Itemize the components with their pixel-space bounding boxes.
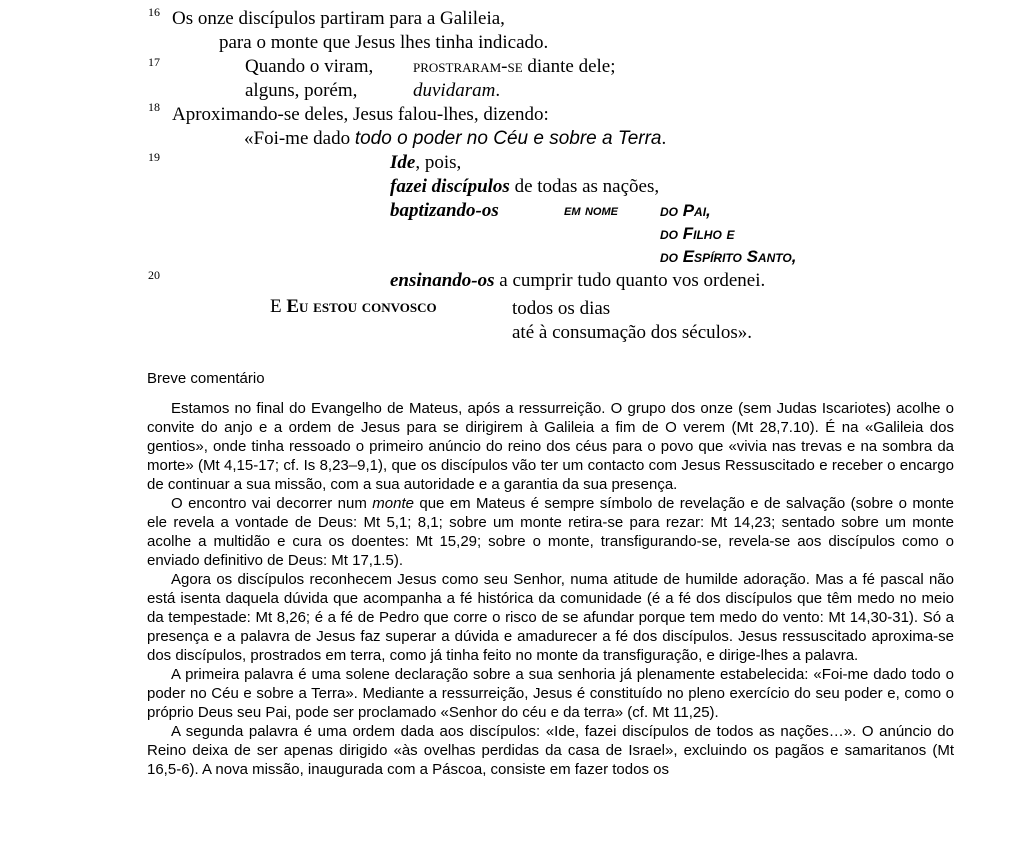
verse-number-20: 20 xyxy=(148,268,160,282)
verse-17-alguns: alguns, porém, xyxy=(245,80,358,101)
commentary-paragraph-5: A segunda palavra é uma ordem dada aos discípulos: «Ide, fazei discípulos de todos as nações…». O anúncio do Reino deixa de ser apenas dirigido «às ovelhas perdidas da casa de Israel», excluindo os pagãos e samaritanos (Mt 16,5-6). A nova missão, inaugurada com a Páscoa, consiste em fazer todos os xyxy=(147,723,954,778)
verse-19-fazei xyxy=(390,176,659,198)
verse-19-do-filho: do Filho e xyxy=(660,224,735,243)
prostraram-smallcaps: prostraram-se xyxy=(413,56,523,77)
ide-bold: Ide xyxy=(390,152,416,173)
commentary-paragraph-4: A primeira palavra é uma solene declaração sobre a sua senhoria já plenamente estabelecida: «Foi-me dado todo o poder no Céu e sobre a Terra». Mediante a ressurreição, Jesus é constituído no pleno exercício do seu poder e, como o próprio Deus seu Pai, pode ser proclamado «Senhor do céu e da terra» (cf. Mt 11,25). xyxy=(147,666,954,721)
ide-rest: , pois, xyxy=(415,152,462,173)
verse-20-eu-estou-convosco xyxy=(270,296,437,318)
verse-16-line-2: para o monte que Jesus lhes tinha indicado. xyxy=(219,32,549,53)
verse-19-do-pai: do Pai, xyxy=(660,201,711,220)
verse-18-foi-me: «Foi-me dado xyxy=(244,128,355,149)
verse-18-line-1: Aproximando-se deles, Jesus falou-lhes, dizendo: xyxy=(172,104,549,125)
p2-post: que em Mateus é sempre símbolo de revelação e de salvação (sobre o monte ele revela a vontade de Deus: Mt 5,1; 8,1; sobre um monte retira-se para rezar: Mt 14,23; sentado sobre um monte acolhe a multidão e cura os doentes: Mt 15,29; sobre o monte, transfigurando-se, revela-se aos discípulos como o enviado definitivo de Deus: Mt 17,1.5). xyxy=(147,495,955,569)
verse-19-do-espirito-santo xyxy=(660,247,796,267)
verse-20-consumacao: até à consumação dos séculos». xyxy=(512,322,753,343)
verse-19-ide xyxy=(390,152,461,174)
commentary-title: Breve comentário xyxy=(147,370,265,387)
ensinando-bold: ensinando-os xyxy=(390,270,495,291)
commentary-paragraph-1: Estamos no final do Evangelho de Mateus, após a ressurreição. O grupo dos onze (sem Judas Iscariotes) acolhe o convite do anjo e a ordem de Jesus para se dirigirem à Galileia a fim de O verem (Mt 28,7.10). É na «Galileia dos gentios», onde tinha ressoado o primeiro anúncio do reino dos céus para o povo que «vivia nas trevas e na sombra da morte» (Mt 4,15-17; cf. Is 8,23–9,1), que os discípulos vão ter um contacto com Jesus Ressuscitado e receber o encargo de continuar a sua missão, com a sua autoridade e a garantia da sua presença. xyxy=(147,400,954,493)
verse-18-todo-o-poder: todo o poder no Céu e sobre a Terra xyxy=(354,128,662,149)
commentary-paragraph-2 xyxy=(147,494,954,570)
verse-18-end: . xyxy=(661,128,667,149)
verse-19-em-nome: em nome xyxy=(564,202,618,219)
commentary-body xyxy=(147,399,954,779)
verse-18-line-2 xyxy=(244,128,666,150)
fazei-bold: fazei discípulos xyxy=(390,176,510,197)
verse-16-line-1: Os onze discípulos partiram para a Galileia, xyxy=(172,8,505,29)
verse-number-19: 19 xyxy=(148,150,160,164)
prostraram-rest: diante dele; xyxy=(522,56,616,77)
commentary-paragraph-3: Agora os discípulos reconhecem Jesus como seu Senhor, numa atitude de humilde adoração. Mas a fé pascal não está isenta daquela dúvida que acompanha a fé histórica da comunidade (é a fé dos discípulos que têm medo no meio da tempestade: Mt 8,26; é a fé de Pedro que corre o risco de se afundar porque tem medo do vento: Mt 14,30-31). Só a presença e a palavra de Jesus faz superar a dúvida e amadurecer a fé dos discípulos. Jesus ressuscitado aproxima-se dos discípulos, prostrados em terra, como já tinha feito no monte da transfiguração, e dirige-lhes a palavra. xyxy=(147,571,954,664)
fazei-rest: de todas as nações, xyxy=(509,176,660,197)
verse-number-16: 16 xyxy=(148,5,160,19)
p2-pre: O encontro vai decorrer num xyxy=(171,495,373,512)
verse-number-17: 17 xyxy=(148,55,160,69)
e-letter: E xyxy=(270,296,287,317)
ensinando-rest: a cumprir tudo quanto vos ordenei. xyxy=(494,270,766,291)
duvidaram-italic: duvidaram xyxy=(413,80,496,101)
verse-20-todos-os-dias: todos os dias xyxy=(512,298,611,319)
verse-17-prostraram xyxy=(413,56,616,78)
duvidaram-end: . xyxy=(495,80,501,101)
p2-monte: monte xyxy=(372,495,414,512)
verse-19-baptizando: baptizando-os xyxy=(390,200,499,221)
verse-17-viram: Quando o viram, xyxy=(245,56,374,77)
espirito-end: , xyxy=(791,247,797,266)
eu-estou-smallcaps: Eu estou convosco xyxy=(286,296,437,317)
verse-20-ensinando xyxy=(390,270,765,292)
verse-17-duvidaram xyxy=(413,80,500,102)
espirito-text: do Espírito Santo xyxy=(660,247,792,266)
verse-number-18: 18 xyxy=(148,100,160,114)
